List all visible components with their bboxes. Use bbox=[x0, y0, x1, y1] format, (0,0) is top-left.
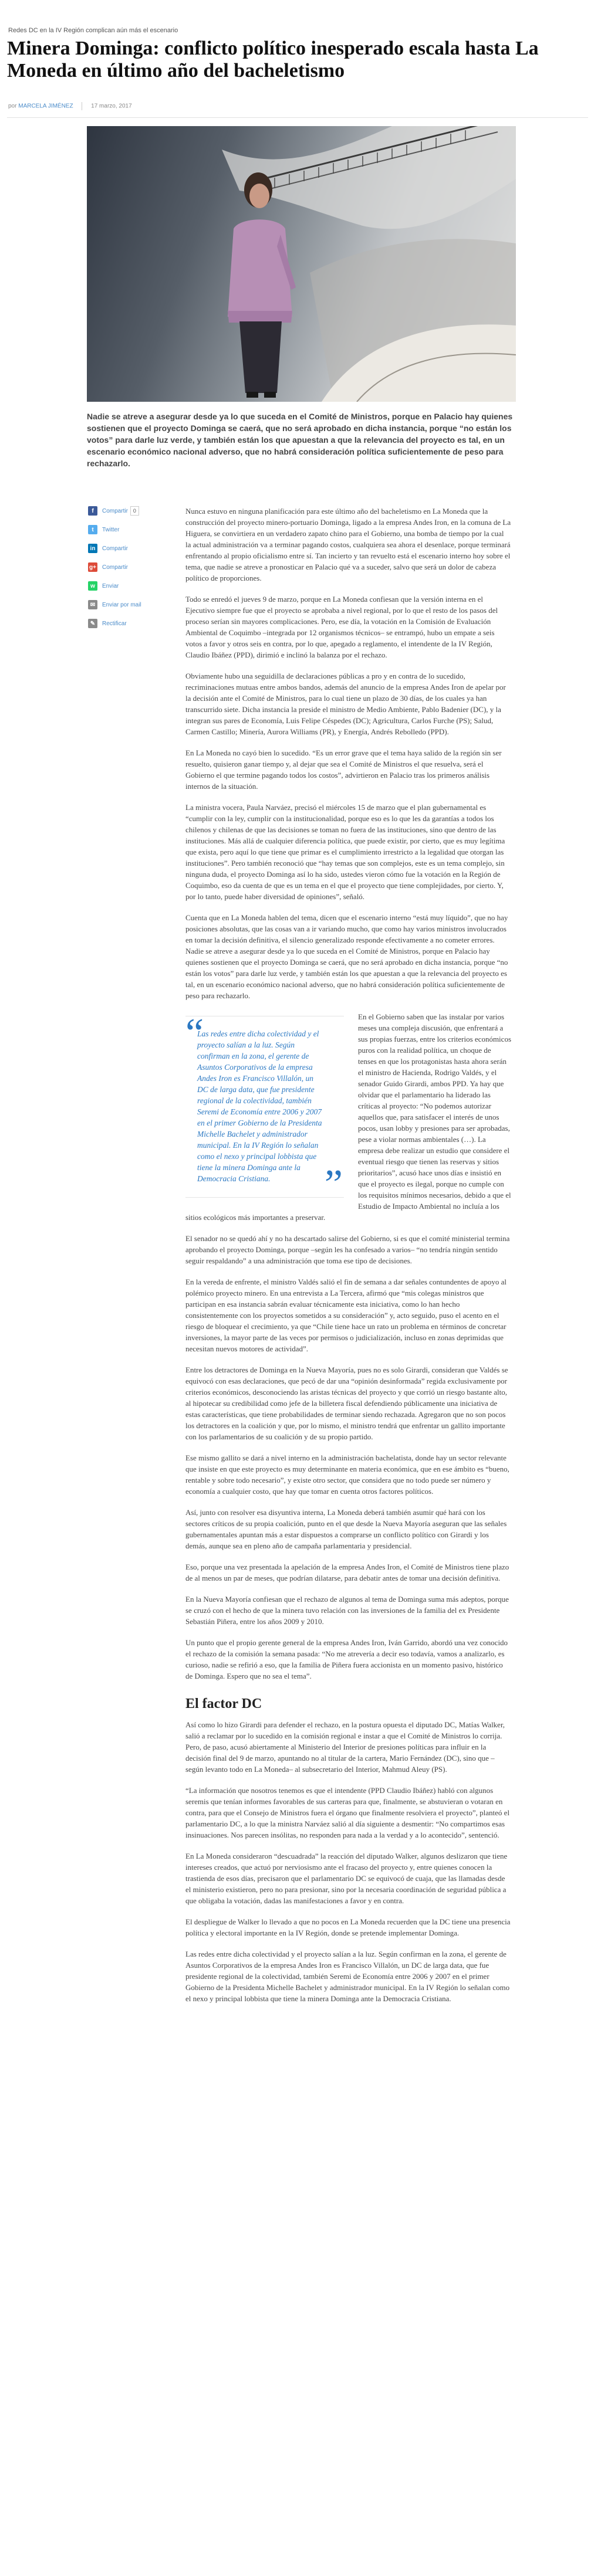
correction-button[interactable] bbox=[88, 618, 176, 629]
body-paragraph: En La Moneda no cayó bien lo sucedido. “Es un error grave que el tema haya salido de la región sin ser resuelto, quisieron ganar tiempo y, al dejar que sea el Comité de Ministros el que resuelva, será el Gobierno el que termine pagando todos los costos”, advirtieron en Palacio tras los primeros análisis internos de la situación. bbox=[185, 748, 502, 791]
body-paragraph: Así, junto con resolver esa disyuntiva interna, La Moneda deberá también asumir qué hará con los sectores críticos de su propia coalición, punto en el que desde la Nueva Mayoría aseguran que las señales gubernamentales apuntan más a estar dispuestos a comprarse un conflicto político con Girardi y los demás, aunque sea en pleno año de campaña parlamentaria y presidencial. bbox=[185, 1508, 507, 1550]
correction-label: Rectificar bbox=[102, 620, 127, 627]
facebook-share-count: 0 bbox=[130, 506, 139, 516]
body-paragraph: En el Gobierno saben que las instalar por varios meses una compleja discusión, que enfrentará a sus propias fuerzas, entre los criterios económicos puros con la realidad política, un choque de tenses en que los protagonistas hasta ahora serán el ministro de Hacienda, Rodrigo Valdés, y el senador Guido Girardi, ambos PPD. Ya hay que olvidar que el parlamentario ha liderado las críticas al proyecto: “No podemos autorizar aquellos que, para satisfacer el interés de unos pocos, usan lobby y presiones para ser aprobadas, pese a violar normas ambientales (…). La empresa debe realizar un estudio que considere el eventual riesgo que tienen las reservas y sitios prioritarios”, acusó hace unos días e insistió en que el proyecto es ilegal, porque no cumple con los requisitos mínimos necesarios, debido a que el Estudio de Impacto Ambiental no incluía a los sitios ecológicos más importantes a preservar. bbox=[185, 1012, 512, 1222]
hero-photo bbox=[87, 126, 516, 402]
envelope-icon: ✉ bbox=[88, 600, 97, 609]
linkedin-share-label: Compartir bbox=[102, 545, 128, 552]
body-paragraph: Eso, porque una vez presentada la apelación de la empresa Andes Iron, el Comité de Ministros tiene plazo de al menos un par de meses, que podrían dilatarse, para debatir antes de tomar una decisión definitiva. bbox=[185, 1562, 509, 1582]
body-paragraph: Nunca estuvo en ninguna planificación para este último año del bacheletismo en La Moneda que la construcción del proyecto minero-portuario Dominga, ligado a la empresa Andes Iron, en la comuna de La Higuera, se convirtiera en un verdadero zapato chino para el Gobierno, una bomba de tiempo por la cual la actual administración va a terminar pagando costos, cualquiera sea ahora el desenlace, porque terminará enfrentando al propio oficialismo entre sí. Tan incierto y tan revuelto está el escenario interno hoy sobre el tema, que nadie se atreve a pronosticar en Palacio qué va a suceder, salvo que será un dolor de cabeza político de proporciones. bbox=[185, 507, 511, 582]
publish-date: 17 marzo, 2017 bbox=[91, 103, 132, 110]
share-sidebar bbox=[88, 506, 176, 637]
header-divider bbox=[7, 117, 588, 118]
pull-quote bbox=[185, 1011, 344, 1207]
twitter-share-button[interactable] bbox=[88, 524, 176, 535]
email-share-label: Enviar por mail bbox=[102, 601, 141, 608]
body-paragraph: Obviamente hubo una seguidilla de declaraciones públicas a pro y en contra de lo sucedido, recriminaciones mutuas entre ambos bandos, además del anuncio de la empresa Andes Iron de apelar por la decisión ante el Comité de Ministros, para lo cual tiene un plazo de 30 días, de los cuales ya han transcurrido siete. Dicha instancia la preside el ministro de Medio Ambiente, Pablo Badenier (DC), y la integran sus pares de Economía, Luis Felipe Céspedes (DC); Agricultura, Carlos Furche (PS); Salud, Carmen Castillo; Minería, Aurora Williams (PR), y Energía, Andrés Rebolledo (PPD). bbox=[185, 672, 506, 736]
section-heading: El factor DC bbox=[185, 1696, 262, 1711]
body-paragraph: Entre los detractores de Dominga en la Nueva Mayoría, pues no es solo Girardi, consideran que Valdés se equivocó con esas declaraciones, que pecó de dar una “opinión desinformada” regida exclusivamente por criterios económicos, desconociendo las aristas técnicas del proyecto y que corrió un riesgo bastante alto, al hipotecar su credibilidad como jefe de la billetera fiscal defendiendo públicamente una iniciativa de estas características, que tiene probabilidades de terminar siendo rechazada. Agregaron que no son pocos los detractores en la coalición y que, por lo mismo, el ministro tendrá que enfrentar un gallito importante con los parlamentarios de su coalición y de su propio partido. bbox=[185, 1365, 508, 1441]
body-paragraph: Así como lo hizo Girardi para defender el rechazo, en la postura opuesta el diputado DC, Matías Walker, salió a reclamar por lo sucedido en la comisión regional e instar a que el Comité de Ministros lo corrija. Pero, de paso, acusó abiertamente al Ministerio del Interior de presiones políticas para influir en la decisión final del 9 de marzo, apuntando no al titular de la cartera, Mario Fernández (DC), sino que –según levanto todo en La Moneda– al subsecretario del Interior, Mahmud Aleuy (PS). bbox=[185, 1720, 505, 1774]
body-paragraph: El despliegue de Walker lo llevado a que no pocos en La Moneda recuerden que la DC tiene una presencia política y electoral importante en la IV Región, donde se pretende implementar Dominga. bbox=[185, 1917, 511, 1937]
pull-quote-text: Las redes entre dicha colectividad y el proyecto salían a la luz. Según confirman en la zona, el gerente de Asuntos Corporativos de la empresa Andes Iron es Francisco Villalón, un DC de larga data, que fue presidente regional de la colectividad, también Seremi de Economía entre 2006 y 2007 en el primer Gobierno de la Presidenta Michelle Bachelet y administrador municipal. En la IV Región lo señalan como el nexo y principal lobbista que tiene la minera Dominga ante la Democracia Cristiana. bbox=[197, 1029, 322, 1183]
facebook-share-button[interactable] bbox=[88, 506, 176, 516]
google-share-button[interactable] bbox=[88, 562, 176, 572]
twitter-icon: t bbox=[88, 525, 97, 534]
article-lead: Nadie se atreve a asegurar desde ya lo que suceda en el Comité de Ministros, porque en Palacio hay quienes sostienen que el proyecto Dominga se caerá, que no será aprobado en dicha instancia, porque “no están los votos” para darle luz verde, y también están los que apuestan a que la relevancia del proyecto es tal, en un escenario económico nacional adverso, que no habrá consideración política suficientemente de peso para rechazarlo. bbox=[87, 412, 513, 468]
linkedin-share-button[interactable] bbox=[88, 543, 176, 554]
linkedin-icon: in bbox=[88, 544, 97, 553]
body-paragraph: “La información que nosotros tenemos es que el intendente (PPD Claudio Ibáñez) habló con algunos seremis que tenían informes favorables de sus carteras para que, finalmente, se abstuvieran o votaran en contra, para que el Consejo de Ministros fuera el órgano que finalmente resolviera el proyecto”, planteó el parlamentario DC, a lo que la ministra Narváez salió al día siguiente a desmentir: “No compartimos esas insinuaciones. Nos parecen insólitas, no responden para nada a la verdad y a lo acontecido”, sentenció. bbox=[185, 1786, 510, 1839]
whatsapp-icon: w bbox=[88, 581, 97, 591]
body-paragraph: Las redes entre dicha colectividad y el proyecto salían a la luz. Según confirman en la zona, el gerente de Asuntos Corporativos de la empresa Andes Iron es Francisco Villalón, un DC de larga data, que fue presidente regional de la colectividad, también Seremi de Economía entre 2006 y 2007 en el primer Gobierno de la Presidenta Michelle Bachelet y administrador municipal. En la IV Región lo señalan como el nexo y principal lobbista que tiene la minera Dominga ante la Democracia Cristiana. bbox=[185, 1950, 510, 2003]
body-paragraph: En la vereda de enfrente, el ministro Valdés salió el fin de semana a dar señales contundentes de apoyo al polémico proyecto minero. En una entrevista a La Tercera, afirmó que “mis colegas ministros que participan en esa instancia sabrán evaluar técnicamente esta iniciativa, como lo han hecho consistentemente con los proyectos sometidos a su consideración” y, acto seguido, puso el acento en el riesgo de bloquear el crecimiento, ya que “Chile tiene hace un rato un problema en términos de concretar inversiones, la mayor parte de las veces por permisos o judicialización, incluso en zonas deprimidas que necesitan nuevos motores de actividad”. bbox=[185, 1277, 507, 1353]
twitter-share-label: Twitter bbox=[102, 526, 120, 533]
body-paragraph: En La Moneda consideraron “descuadrada” la reacción del diputado Walker, algunos deslizaron que tiene intereses creados, que actuó por nerviosismo ante el fracaso del proyecto y, entre quienes conocen la trastienda de esos días, precisaron que el parlamentario DC se equivocó de cuaja, que las llamadas desde el ministerio existieron, pero no para presionar, sino por la necesaria coordinación de seguridad pública a que obligaba la votación, dadas las manifestaciones a favor y en contra. bbox=[185, 1852, 508, 1905]
comment-icon: ✎ bbox=[88, 619, 97, 628]
body-paragraph: La ministra vocera, Paula Narváez, precisó el miércoles 15 de marzo que el plan gubernamental es “cumplir con la ley, cumplir con la institucionalidad, porque eso es lo que les da garantías a todos los chilenos y chilenas de que las decisiones se toman no fuera de las instituciones, sino que dentro de las instituciones. Más allá de cualquier diferencia política, que puede existir, por cierto, que es muy legítima que exista, pero aquí lo que tiene que primar es el cumplimiento irrestricto a la legalidad que otorgan las instituciones”. Pero también reconoció que “hay temas que son complejos, este es un tema complejo, sin ninguna duda, el proyecto Dominga así lo ha sido, ustedes vieron cómo fue la votación en la Región de Coquimbo, eso da cuenta de que es un tema en el que el proyecto que tiene complejidades, por cierto. Y, por lo tanto, puede haber diversidad de opiniones”, señaló. bbox=[185, 803, 505, 901]
body-paragraph: En la Nueva Mayoría confiesan que el rechazo de algunos al tema de Dominga suma más adeptos, porque se cruzó con el hecho de que la minera tuvo relación con las inversiones de la familia del ex Presidente Sebastián Piñera, entre los años 2009 y 2010. bbox=[185, 1595, 509, 1626]
body-paragraph: Ese mismo gallito se dará a nivel interno en la administración bachelatista, donde hay un sector relevante que insiste en que este proyecto es muy determinante en materia económica, que en ese ámbito es “bueno, rentable y sobre todo necesario”, y existe otro sector, que considera que no todo puede ser número y economía a cualquier costo, que hay que tomar en cuenta otros factores políticos. bbox=[185, 1453, 509, 1496]
email-share-button[interactable] bbox=[88, 599, 176, 610]
body-paragraph: El senador no se quedó ahí y no ha descartado salirse del Gobierno, si es que el comité ministerial termina aprobando el proyecto Dominga, porque –según les ha confesado a varios– “no tendría ningún sentido seguir respaldando” a una administración que toma ese tipo de decisiones. bbox=[185, 1234, 510, 1265]
author-link[interactable]: MARCELA JIMÉNEZ bbox=[18, 103, 73, 110]
open-quote-icon: “ bbox=[185, 1011, 204, 1056]
facebook-icon: f bbox=[88, 506, 97, 516]
article-body bbox=[185, 506, 511, 2014]
close-quote-icon: ” bbox=[324, 1162, 343, 1207]
article-kicker: Redes DC en la IV Región complican aún más el escenario bbox=[8, 27, 178, 34]
article-title: Minera Dominga: conflicto político inesperado escala hasta La Moneda en último año del bacheletismo bbox=[7, 38, 539, 82]
byline-prefix: por bbox=[8, 103, 17, 110]
body-paragraph: Todo se enredó el jueves 9 de marzo, porque en La Moneda confiesan que la versión interna en el Ejecutivo siempre fue que el proyecto se aprobaba a nivel regional, por lo que el resto de los pasos del proceso serían sin mayores complicaciones. Pero, ese día, la votación en la Comisión de Evaluación Ambiental de Coquimbo –integrada por 12 organismos técnicos– se entrampó, hubo un empate a seis votos a favor y otros seis en contra, por lo que, apegado a reglamento, el intendente de la IV Región, Claudio Ibáñez (PPD), dirimió e inclinó la balanza por el rechazo. bbox=[185, 595, 498, 659]
body-paragraph: Cuenta que en La Moneda hablen del tema, dicen que el escenario interno “está muy líquido”, que no hay posiciones absolutas, que las cosas van a ir variando mucho, que como hay varios ministros involucrados en tomar la decisión definitiva, el silencio generalizado responde efectivamente a no cometer errores. Nadie se atreve a asegurar desde ya lo que suceda en el Comité de Ministros, porque en Palacio hay quienes sostienen que el proyecto Dominga se caerá, que no será aprobado en dicha instancia, porque “no están los votos” para darle luz verde, y también están los que apuestan a que la relevancia del proyecto es tal, en un escenario económico nacional adverso, que no habrá consideración política suficientemente de peso para rechazarlo. bbox=[185, 913, 508, 1000]
person-silhouette bbox=[216, 170, 304, 402]
body-paragraph: Un punto que el propio gerente general de la empresa Andes Iron, Iván Garrido, abordó una vez conocido el rechazo de la comisión la semana pasada: “No me atrevería a decir eso todavía, vamos a analizarlo, es curioso, nadie se refirió a eso, que la familia de Piñera fuera accionista en un momento pasivo, histórico de Dominga. Espero que no sea el tema”. bbox=[185, 1638, 508, 1680]
whatsapp-share-button[interactable] bbox=[88, 581, 176, 591]
byline bbox=[8, 102, 132, 110]
whatsapp-share-label: Enviar bbox=[102, 582, 119, 589]
google-plus-icon: g+ bbox=[88, 562, 97, 572]
facebook-share-label: Compartir bbox=[102, 507, 128, 514]
google-share-label: Compartir bbox=[102, 564, 128, 571]
